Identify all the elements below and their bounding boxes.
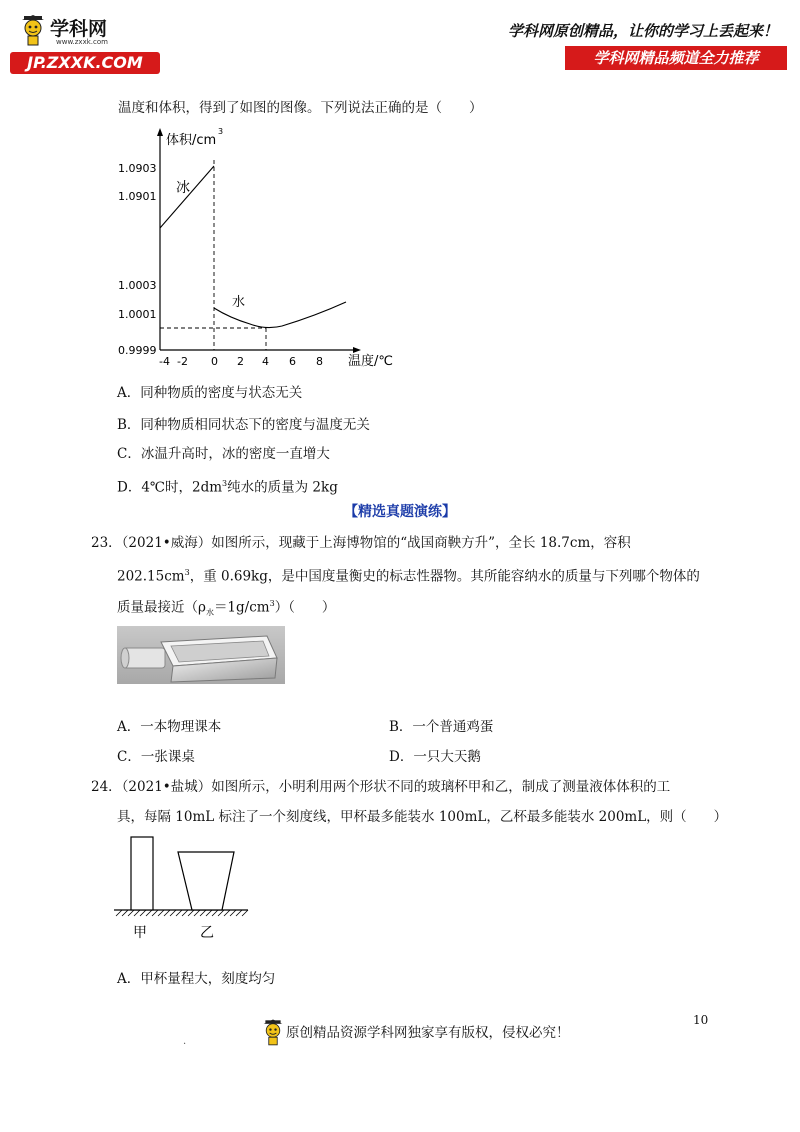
question23-line3 [117,595,335,622]
question23-line1: 23．（2021•威海）如图所示，现藏于上海博物馆的“战国商鞅方升”，全长 18.7cm，容积 [91,535,631,551]
x-tick: 4 [262,355,269,368]
question23-line2 [117,564,700,586]
logo-text: 学科网 [50,18,108,40]
shang-yang-measure-photo [117,626,285,684]
cup-yi [178,852,234,910]
y-tick: 1.0903 [118,162,157,175]
question23-option-c[interactable]: C．一张课桌 [117,749,195,765]
y-tick: 1.0001 [118,308,157,321]
question22-option-b[interactable]: B．同种物质相同状态下的密度与温度无关 [117,417,370,433]
y-axis-label-sup: 3 [218,127,224,136]
section-title: 【精选真题演练】 [344,504,456,520]
water-label: 水 [232,295,246,310]
q23-line2-post: ，重 0.69kg，是中国度量衡史的标志性器物。其所能容纳水的质量与下列哪个物体的 [189,568,700,585]
logo-banner[interactable]: JP.ZXXK.COM [10,52,160,74]
footer-mascot-icon [262,1018,284,1048]
x-tick: -2 [177,355,188,368]
x-tick: 0 [211,355,218,368]
question22-option-d[interactable] [117,475,338,497]
ice-label: 冰 [176,180,190,196]
option-d-text-post: 纯水的质量为 2kg [227,479,338,496]
ground-hatch [116,910,248,916]
footer-dot: . [183,1036,187,1047]
question24-option-a[interactable]: A．甲杯量程大，刻度均匀 [117,971,276,987]
question24-line1: 24．（2021•盐城）如图所示，小明利用两个形状不同的玻璃杯甲和乙，制成了测量液体体积的工 [91,779,671,795]
mascot-logo-icon [20,14,46,48]
question23-option-b[interactable]: B．一个普通鸡蛋 [389,719,494,735]
y-tick: 1.0003 [118,279,157,292]
volume-temperature-graph [118,122,410,372]
question24-line2: 具，每隔 10mL 标注了一个刻度线，甲杯最多能装水 100mL，乙杯最多能装水 200mL，则（ ） [117,809,728,825]
page-number: 10 [693,1013,709,1027]
q23-line3-sup: 3 [269,599,275,608]
q23-line3-mid: ＝1g/cm [213,599,270,616]
x-tick: -4 [159,355,170,368]
q23-line2-pre: 202.15cm [117,568,185,585]
y-tick: 1.0901 [118,190,157,203]
x-axis-arrow-icon [353,347,361,353]
footer-copyright: 原创精品资源学科网独家享有版权，侵权必究！ [286,1025,570,1041]
y-axis-arrow-icon [157,128,163,136]
cup-jia [131,837,153,910]
y-axis-label: 体积/cm [166,133,217,148]
option-d-text-pre: D．4℃时，2dm [117,479,223,496]
glass-cups-diagram [112,830,252,945]
x-tick: 2 [237,355,244,368]
option-d-sup: 3 [222,479,228,488]
x-tick: 6 [289,355,296,368]
label-yi: 乙 [200,925,214,941]
x-tick: 8 [316,355,323,368]
q23-line2-sup: 3 [184,568,190,577]
label-jia: 甲 [133,925,147,941]
channel-banner[interactable]: 学科网精品频道全力推荐 [565,46,787,70]
x-axis-label: 温度/℃ [348,354,393,369]
ice-curve [160,166,214,228]
header-slogan: 学科网原创精品，让你的学习上丢起来！ [507,22,778,40]
question23-option-d[interactable]: D．一只大天鹅 [389,749,481,765]
q23-line3-pre: 质量最接近（ρ [117,599,206,616]
q23-line3-sub: 水 [205,608,214,618]
question23-option-a[interactable]: A．一本物理课本 [117,719,222,735]
logo-url: www.zxxk.com [56,38,108,46]
y-tick: 0.9999 [118,344,157,357]
question22-option-c[interactable]: C．冰温升高时，冰的密度一直增大 [117,446,330,462]
question22-intro: 温度和体积，得到了如图的图像。下列说法正确的是（ ） [118,100,483,116]
question22-option-a[interactable]: A．同种物质的密度与状态无关 [117,385,303,401]
q23-line3-post: ）（ ） [274,599,336,616]
